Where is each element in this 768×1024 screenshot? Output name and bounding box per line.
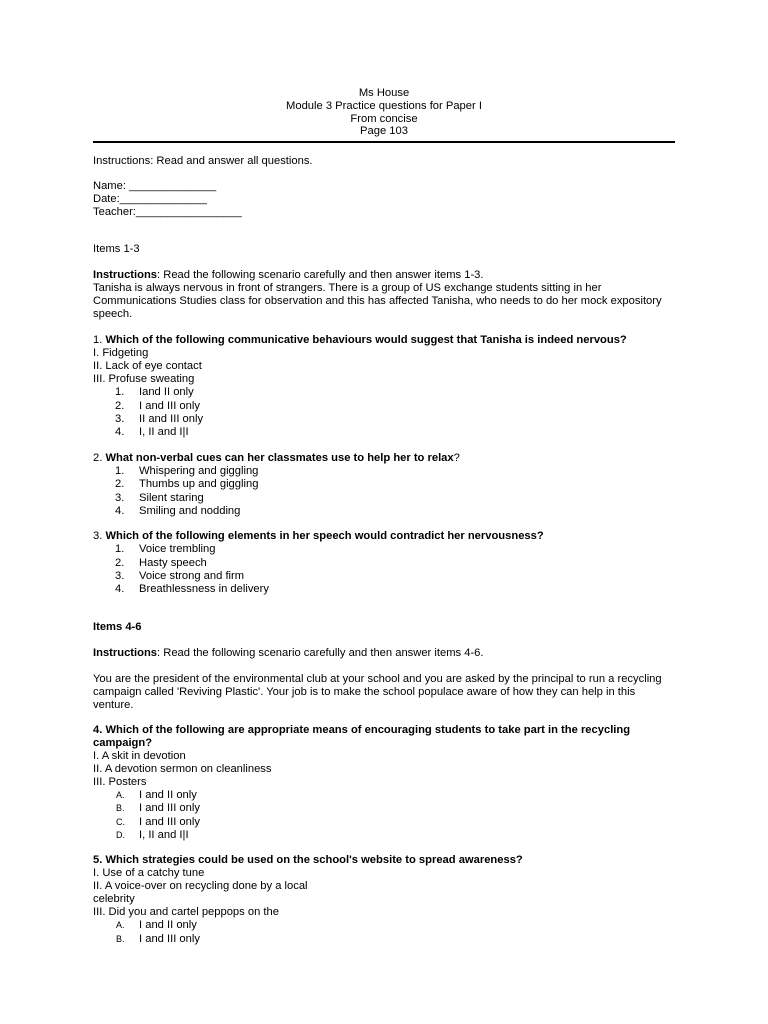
document-header <box>93 87 675 138</box>
statement: I. Fidgeting <box>93 347 149 360</box>
answer-option[interactable]: A. I and II only <box>116 788 197 801</box>
teacher-field: Teacher:_________________ <box>93 206 242 219</box>
scenario-text: You are the president of the environmental club at your school and you are asked by the principal to run a recycling campaign called 'Reviving Plastic'. Your job is to make the school populace aware of how they can help in this venture. <box>93 672 662 711</box>
statement: celebrity <box>93 893 135 906</box>
page-reference: Page 103 <box>360 125 408 138</box>
answer-option[interactable]: 2. Thumbs up and giggling <box>115 478 259 491</box>
scenario-text: Tanisha is always nervous in front of strangers. There is a group of US exchange students sitting in her Communications Studies class for observation and this has affected Tanisha, who needs to do her mock expository speech. <box>93 282 662 321</box>
question-text: Which of the following elements in her speech would contradict her nervousness? <box>105 530 544 543</box>
answer-option[interactable]: 1. Iand II only <box>115 386 194 399</box>
statement: I. Use of a catchy tune <box>93 867 205 880</box>
answer-option[interactable]: A. I and II only <box>116 919 197 932</box>
answer-option[interactable]: 4. Smiling and nodding <box>115 504 241 517</box>
source-line: From concise <box>350 112 418 125</box>
statement: III. Posters <box>93 775 147 788</box>
question-number: 2. <box>93 451 106 464</box>
document-title: Module 3 Practice questions for Paper I <box>286 99 482 112</box>
answer-option[interactable]: 3. Voice strong and firm <box>115 570 245 583</box>
question-5 <box>93 854 675 946</box>
statement: III. Profuse sweating <box>93 373 195 386</box>
question-number: 3. <box>93 530 106 543</box>
section-instructions <box>93 647 675 660</box>
statement: II. A voice-over on recycling done by a local <box>93 880 308 893</box>
statement: II. Lack of eye contact <box>93 360 202 373</box>
question-1 <box>93 334 675 440</box>
instructions-text: : Read the following scenario carefully and then answer items 1-3. <box>157 269 484 282</box>
instructions-text: : Read the following scenario carefully and then answer items 4-6. <box>157 646 484 659</box>
instructions-label: Instructions <box>93 269 158 282</box>
question-4 <box>93 724 675 843</box>
statement: III. Did you and cartel peppops on the <box>93 906 279 919</box>
section-title: Items 1-3 <box>93 243 140 256</box>
general-instructions: Instructions: Read and answer all questions. <box>93 155 313 168</box>
question-text: 4. Which of the following are appropriate means of encouraging students to take part in the recycling campaign? <box>93 723 631 749</box>
question-text: Which of the following communicative behaviours would suggest that Tanisha is indeed nervous? <box>105 334 627 347</box>
instructions-label: Instructions <box>93 646 158 659</box>
section-title: Items 4-6 <box>93 620 142 633</box>
answer-option[interactable]: 3. Silent staring <box>115 491 204 504</box>
answer-option[interactable]: C. I and III only <box>116 815 200 828</box>
question-2: 2. What non-verbal cues can her classmates use to help her to relax? 1. Whispering and giggling 2. Thumbs up and giggling 3. Silent staring 4. Smiling and nodding <box>93 452 675 519</box>
question-text: 5. Which strategies could be used on the school's website to spread awareness? <box>93 854 523 867</box>
answer-option[interactable]: 1. Voice trembling <box>115 543 216 556</box>
answer-option[interactable]: 2. Hasty speech <box>115 556 207 569</box>
question-number: 1. <box>93 334 106 347</box>
answer-option[interactable]: 2. I and III only <box>115 399 200 412</box>
teacher-name: Ms House <box>358 87 410 99</box>
document-page <box>93 87 675 946</box>
answer-option[interactable]: D. I, II and I|I <box>116 829 189 842</box>
question-text: What non-verbal cues can her classmates use to help her to relax <box>105 451 454 464</box>
answer-option[interactable]: 4. Breathlessness in delivery <box>115 583 269 596</box>
section-instructions <box>93 269 675 282</box>
answer-option[interactable]: B. I and III only <box>116 932 200 945</box>
answer-option[interactable]: 4. I, II and I|I <box>115 426 189 439</box>
answer-option[interactable]: 1. Whispering and giggling <box>115 464 259 477</box>
answer-option[interactable]: 3. II and III only <box>115 412 204 425</box>
question-3 <box>93 530 675 597</box>
date-field: Date:______________ <box>93 193 207 206</box>
answer-option[interactable]: B. I and III only <box>116 802 200 815</box>
statement: II. A devotion sermon on cleanliness <box>93 762 272 775</box>
name-field: Name: ______________ <box>93 180 217 193</box>
statement: I. A skit in devotion <box>93 749 186 762</box>
